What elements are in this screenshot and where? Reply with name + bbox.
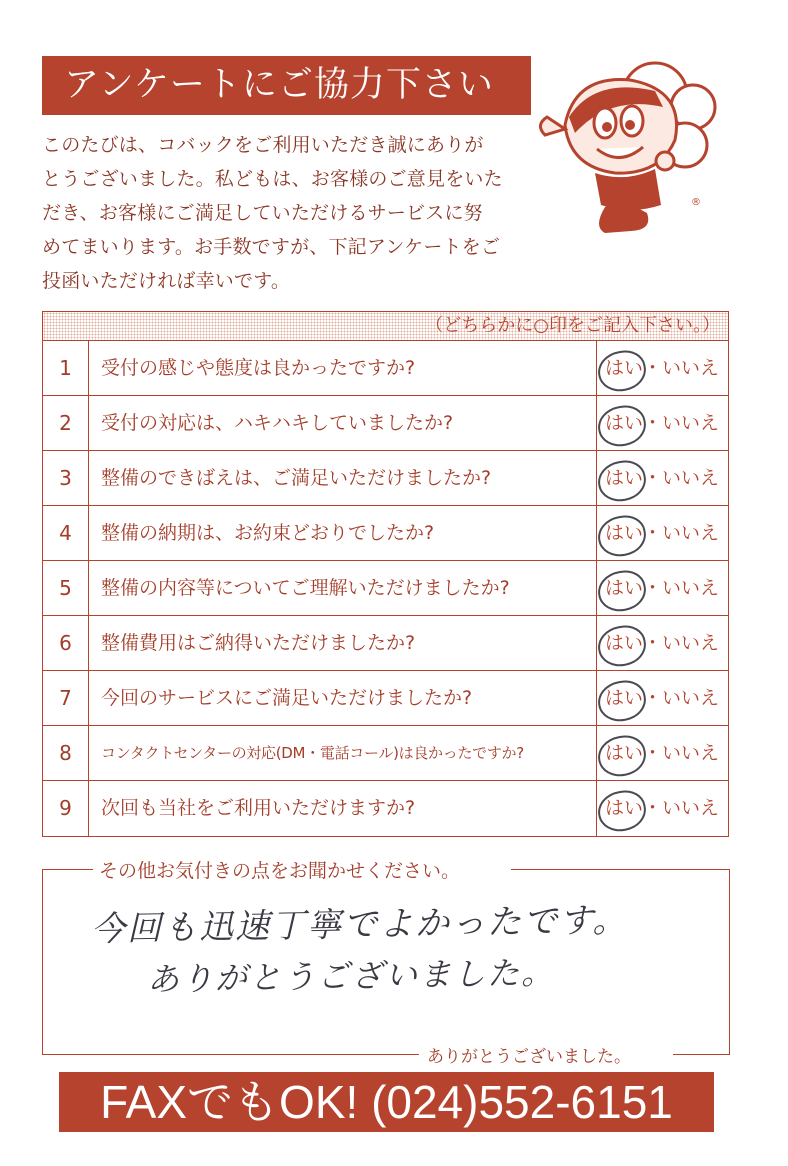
intro-line: 投函いただければ幸いです。 [42,270,291,292]
question-number: 8 [43,726,89,780]
answer-no[interactable]: いいえ [662,797,720,819]
circled-mark-icon [595,677,649,725]
page-title: アンケートにご協力下さい [42,56,531,115]
fax-banner: FAXでもOK! (024)552-6151 [59,1072,714,1132]
answer-separator: ・ [643,687,663,709]
question-number: 6 [43,616,89,670]
question-text: コンタクトセンターの対応(DM・電話コール)は良かったですか? [101,744,524,762]
circled-mark-icon [595,402,649,450]
answer-yes-label: はい [605,577,644,599]
question-number: 3 [43,451,89,505]
question-row [43,341,728,396]
question-number: 1 [43,341,89,395]
handwritten-comment: ありがとうございました。 [146,953,556,999]
circled-mark-icon [595,457,649,505]
answer-yes[interactable] [605,671,643,725]
divider [511,869,729,870]
divider [43,1054,419,1055]
answer-separator: ・ [643,577,663,599]
divider [43,869,93,870]
answer-choices [596,396,728,450]
answer-choices [596,506,728,560]
question-row [43,616,728,671]
thanks-label: ありがとうございました。 [427,1042,631,1067]
question-row [43,451,728,506]
answer-yes[interactable] [605,506,643,560]
answer-no[interactable]: いいえ [662,632,720,654]
question-row [43,561,728,616]
answer-yes-label: はい [605,687,644,709]
intro-line: めてまいります。お手数ですが、下記アンケートをご [42,236,501,258]
survey-instruction: （どちらかに○印をご記入下さい。） [43,312,728,341]
answer-choices [596,341,728,395]
answer-yes-label: はい [605,742,644,764]
question-text: 次回も当社をご利用いただけますか? [101,797,416,819]
answer-no[interactable]: いいえ [662,467,720,489]
answer-yes[interactable] [605,341,643,395]
answer-yes[interactable] [605,561,643,615]
circled-mark-icon [595,732,649,780]
intro-line: このたびは、コバックをご利用いただき誠にありが [42,134,484,156]
question-number: 9 [43,781,89,837]
answer-yes-label: はい [605,357,644,379]
answer-choices [596,616,728,670]
circled-mark-icon [595,567,649,615]
answer-no[interactable]: いいえ [662,412,720,434]
circled-mark-icon [595,622,649,670]
survey-table [42,311,729,837]
question-number: 7 [43,671,89,725]
answer-yes-label: はい [605,412,644,434]
answer-yes[interactable] [605,726,643,780]
circled-mark-icon [595,512,649,560]
question-row [43,506,728,561]
answer-yes[interactable] [605,781,643,835]
answer-separator: ・ [643,412,663,434]
mascot-icon [535,55,720,250]
answer-separator: ・ [643,797,663,819]
answer-yes-label: はい [605,467,644,489]
question-number: 2 [43,396,89,450]
question-text: 整備費用はご納得いただけましたか? [101,632,416,654]
answer-separator: ・ [643,357,663,379]
question-text: 受付の対応は、ハキハキしていましたか? [101,412,454,434]
intro-text [42,128,542,298]
divider [673,1054,729,1055]
answer-choices [596,561,728,615]
circled-mark-icon [595,787,649,835]
question-number: 4 [43,506,89,560]
answer-separator: ・ [643,742,663,764]
answer-no[interactable]: いいえ [662,522,720,544]
question-text: 整備のできばえは、ご満足いただけましたか? [101,467,492,489]
answer-no[interactable]: いいえ [662,742,720,764]
handwritten-comment: 今回も迅速丁寧でよかったです。 [90,900,629,950]
answer-yes[interactable] [605,396,643,450]
question-text: 整備の内容等についてご理解いただけましたか? [101,577,510,599]
question-row [43,726,728,781]
answer-choices [596,726,728,780]
answer-choices [596,671,728,725]
answer-yes-label: はい [605,632,644,654]
answer-yes-label: はい [605,522,644,544]
comments-box [42,860,730,1067]
answer-choices [596,451,728,505]
answer-no[interactable]: いいえ [662,577,720,599]
question-row [43,396,728,451]
intro-line: とうございました。私どもは、お客様のご意見をいた [42,168,503,190]
answer-no[interactable]: いいえ [662,357,720,379]
question-text: 受付の感じや態度は良かったですか? [101,357,416,379]
question-text: 整備の納期は、お約束どおりでしたか? [101,522,435,544]
question-number: 5 [43,561,89,615]
comments-label: その他お気付きの点をお聞かせください。 [99,856,460,883]
intro-line: だき、お客様にご満足していただけるサービスに努 [42,202,483,224]
answer-separator: ・ [643,467,663,489]
answer-separator: ・ [643,522,663,544]
answer-yes[interactable] [605,616,643,670]
registered-mark: ® [691,197,701,208]
answer-choices [596,781,728,837]
answer-no[interactable]: いいえ [662,687,720,709]
answer-yes[interactable] [605,451,643,505]
answer-separator: ・ [643,632,663,654]
question-row [43,671,728,726]
answer-yes-label: はい [605,797,644,819]
circled-mark-icon [595,347,649,395]
question-row [43,781,728,837]
question-text: 今回のサービスにご満足いただけましたか? [101,687,473,709]
